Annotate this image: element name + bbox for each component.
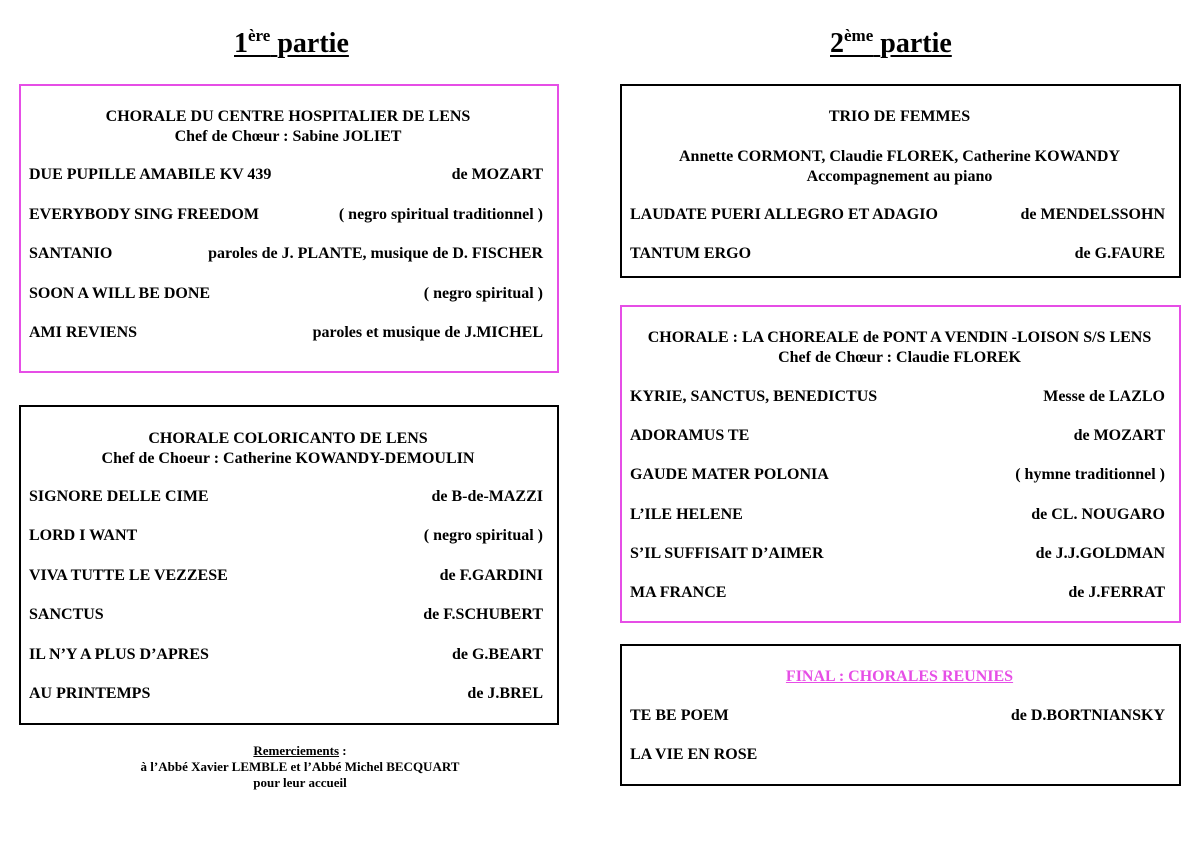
song-title: LORD I WANT <box>29 527 138 544</box>
song-detail: de CL. NOUGARO <box>1031 506 1165 523</box>
song-title: AMI REVIENS <box>29 324 138 341</box>
programme-box-women-trio <box>620 84 1181 278</box>
choir-conductor: Chef de Choeur : Catherine KOWANDY-DEMOULIN <box>101 450 475 467</box>
programme-row <box>630 426 1165 446</box>
song-detail: ( negro spiritual ) <box>423 527 543 544</box>
programme-row <box>630 745 1165 765</box>
programme-row <box>29 284 543 304</box>
song-title: GAUDE MATER POLONIA <box>630 466 829 483</box>
song-title: KYRIE, SANCTUS, BENEDICTUS <box>630 388 878 405</box>
song-title: ADORAMUS TE <box>630 427 750 444</box>
song-detail: de MOZART <box>451 166 543 183</box>
song-title: DUE PUPILLE AMABILE KV 439 <box>29 166 272 183</box>
programme-box-hospital-choir <box>19 84 559 373</box>
song-title: EVERYBODY SING FREEDOM <box>29 206 259 223</box>
song-detail: de J.FERRAT <box>1068 584 1165 601</box>
programme-row <box>630 544 1165 564</box>
song-detail: de G.FAURE <box>1074 245 1165 262</box>
song-title: L’ILE HELENE <box>630 506 743 523</box>
part-1-heading: 1ère partie <box>234 26 349 59</box>
programme-row <box>630 244 1165 264</box>
programme-row <box>630 465 1165 485</box>
programme-row <box>29 684 543 704</box>
song-detail: ( hymne traditionnel ) <box>1015 466 1165 483</box>
programme-row <box>29 244 543 264</box>
song-title: VIVA TUTTE LE VEZZESE <box>29 567 228 584</box>
programme-row <box>29 205 543 225</box>
programme-row <box>29 165 543 185</box>
song-detail: de J.BREL <box>467 685 543 702</box>
song-title: SOON A WILL BE DONE <box>29 285 211 302</box>
song-title: AU PRINTEMPS <box>29 685 151 702</box>
song-detail: paroles de J. PLANTE, musique de D. FISCHER <box>208 245 543 262</box>
programme-box-coloricanto-choir <box>19 405 559 725</box>
song-detail: de F.SCHUBERT <box>423 606 543 623</box>
song-detail: de D.BORTNIANSKY <box>1010 707 1165 724</box>
choir-title: CHORALE COLORICANTO DE LENS <box>148 430 428 447</box>
acknowledgements-label: Remerciements <box>253 743 340 758</box>
part-2-heading: 2ème partie <box>830 26 952 59</box>
acknowledgements: Remerciements : à l’Abbé Xavier LEMBLE et l’Abbé Michel BECQUART pour leur accueil <box>20 743 580 791</box>
song-detail: ( negro spiritual ) <box>423 285 543 302</box>
programme-row <box>29 526 543 546</box>
choir-conductor: Chef de Chœur : Sabine JOLIET <box>174 128 402 145</box>
song-detail: de MOZART <box>1073 427 1165 444</box>
song-detail: de J.J.GOLDMAN <box>1035 545 1165 562</box>
programme-row <box>630 387 1165 407</box>
song-title: IL N’Y A PLUS D’APRES <box>29 646 209 663</box>
song-detail: de F.GARDINI <box>439 567 543 584</box>
programme-row <box>630 583 1165 603</box>
acknowledgements-line: à l’Abbé Xavier LEMBLE et l’Abbé Michel BECQUART <box>140 759 460 774</box>
song-detail: Messe de LAZLO <box>1043 388 1165 405</box>
ensemble-members: Annette CORMONT, Claudie FLOREK, Catherine KOWANDY <box>678 148 1121 165</box>
song-title: SANTANIO <box>29 245 113 262</box>
song-detail: de MENDELSSOHN <box>1020 206 1165 223</box>
programme-row <box>29 323 543 343</box>
song-title: SANCTUS <box>29 606 104 623</box>
song-title: S’IL SUFFISAIT D’AIMER <box>630 545 824 562</box>
choir-title: CHORALE : LA CHOREALE de PONT A VENDIN -LOISON S/S LENS <box>647 329 1152 346</box>
final-title: FINAL : CHORALES REUNIES <box>785 668 1014 685</box>
ensemble-title: TRIO DE FEMMES <box>828 108 971 125</box>
programme-row <box>29 645 543 665</box>
song-title: LA VIE EN ROSE <box>630 746 758 763</box>
programme-row <box>630 706 1165 726</box>
programme-row <box>630 205 1165 225</box>
programme-box-final <box>620 644 1181 786</box>
song-detail: de G.BEART <box>451 646 543 663</box>
choir-conductor: Chef de Chœur : Claudie FLOREK <box>778 349 1021 366</box>
song-title: TE BE POEM <box>630 707 729 724</box>
programme-row <box>29 566 543 586</box>
choir-title: CHORALE DU CENTRE HOSPITALIER DE LENS <box>105 108 471 125</box>
song-title: SIGNORE DELLE CIME <box>29 488 209 505</box>
song-detail: de B-de-MAZZI <box>431 488 543 505</box>
programme-row <box>29 487 543 507</box>
song-detail: paroles et musique de J.MICHEL <box>312 324 543 341</box>
song-title: LAUDATE PUERI ALLEGRO ET ADAGIO <box>630 206 938 223</box>
song-title: TANTUM ERGO <box>630 245 752 262</box>
programme-row <box>630 505 1165 525</box>
song-title: MA FRANCE <box>630 584 727 601</box>
programme-box-choreale-choir <box>620 305 1181 623</box>
song-detail: ( negro spiritual traditionnel ) <box>338 206 543 223</box>
accompaniment-note: Accompagnement au piano <box>806 168 993 185</box>
acknowledgements-line: pour leur accueil <box>253 775 347 790</box>
programme-row <box>29 605 543 625</box>
